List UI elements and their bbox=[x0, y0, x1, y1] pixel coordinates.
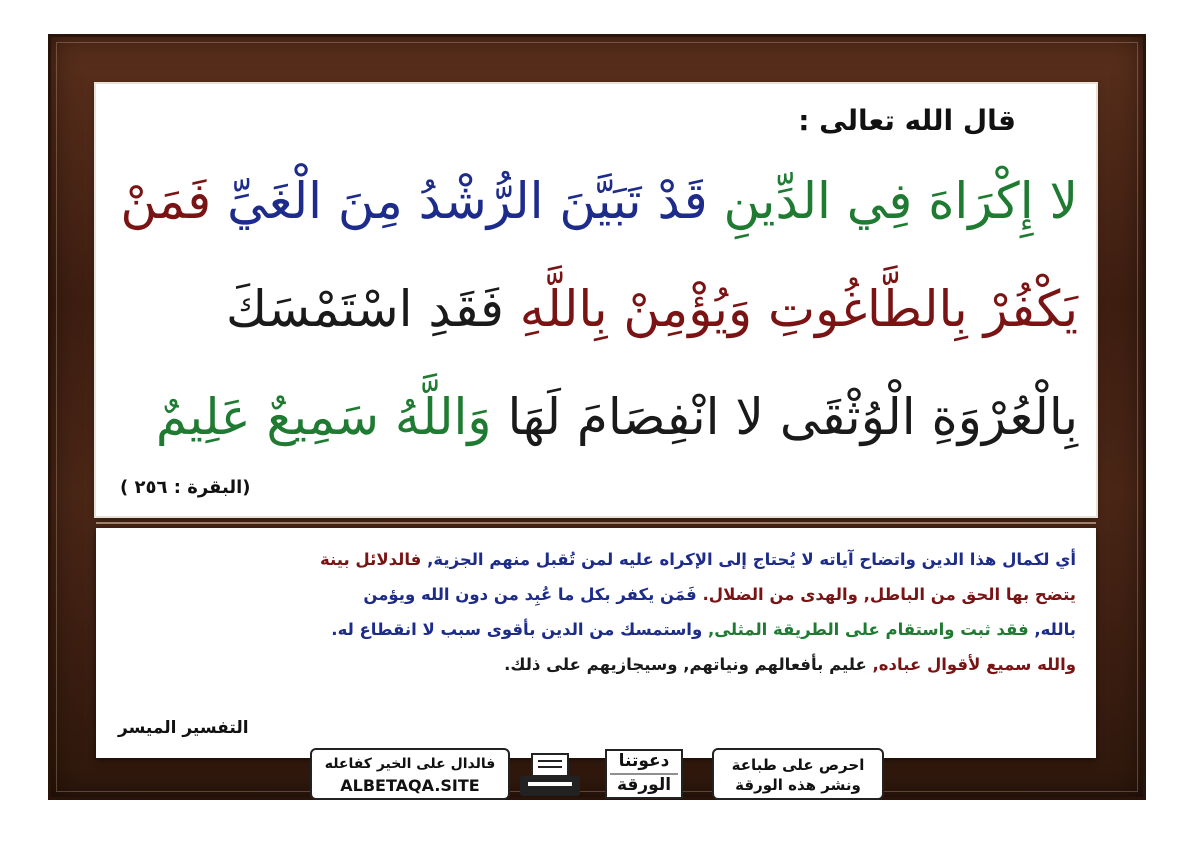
footer-reminder-line-2: ونشر هذه الورقة bbox=[735, 776, 861, 794]
verse-segment: يَكْفُرْ بِالطَّاغُوتِ وَيُؤْمِنْ بِاللَّهِ bbox=[519, 280, 1078, 338]
verse-line-1 bbox=[114, 172, 1078, 230]
tafsir-panel bbox=[96, 528, 1096, 758]
tafsir-line-3 bbox=[108, 612, 1076, 647]
tafsir-segment: فَمَن يكفر بكل ما عُبِد من دون الله ويؤمن bbox=[363, 585, 703, 604]
verse-segment: وَاللَّهُ سَمِيعٌ عَلِيمٌ bbox=[155, 388, 508, 446]
footer-saying: فالدال على الخير كفاعله bbox=[324, 756, 496, 772]
verse-reference: (البقرة : ٢٥٦ ) bbox=[120, 477, 251, 498]
logo-text-bottom: الورقة bbox=[616, 775, 672, 795]
tafsir-source: التفسير الميسر bbox=[118, 718, 249, 738]
tafsir-segment: فالدلائل بينة bbox=[319, 550, 428, 569]
footer-site-box bbox=[310, 748, 510, 800]
verse-segment: بِالْعُرْوَةِ الْوُثْقَى لا انْفِصَامَ لَهَا bbox=[507, 388, 1078, 446]
tafsir-segment: عليم بأفعالهم ونياتهم, وسيجازيهم على ذلك. bbox=[504, 655, 873, 674]
tafsir-segment: يتضح بها الحق من الباطل, والهدى من الضلال. bbox=[702, 585, 1076, 604]
tafsir-line-1 bbox=[108, 542, 1076, 577]
site-url: ALBETAQA.SITE bbox=[340, 776, 480, 795]
tafsir-text bbox=[108, 542, 1076, 682]
tafsir-segment: أي لكمال هذا الدين واتضاح آياته لا يُحتاج إلى الإكراه عليه لمن تُقبل منهم الجزية, bbox=[427, 550, 1076, 569]
verse-line-3 bbox=[114, 388, 1078, 446]
tafsir-segment: بالله, bbox=[1034, 620, 1076, 639]
panel-divider bbox=[96, 522, 1096, 524]
footer-print-reminder bbox=[712, 748, 884, 800]
intro-text: قال الله تعالى : bbox=[798, 104, 1016, 137]
verse-segment: لا إِكْرَاهَ فِي الدِّينِ bbox=[723, 172, 1078, 230]
verse-segment: فَقَدِ اسْتَمْسَكَ bbox=[225, 280, 520, 338]
quran-verse-panel bbox=[96, 84, 1096, 516]
printer-icon bbox=[518, 752, 582, 800]
verse-segment: قَدْ تَبَيَّنَ الرُّشْدُ مِنَ الْغَيِّ bbox=[227, 172, 724, 230]
tafsir-line-4 bbox=[108, 647, 1076, 682]
tafsir-segment: والله سميع لأقوال عباده, bbox=[872, 655, 1076, 674]
tafsir-segment: واستمسك من الدين بأقوى سبب لا انقطاع له. bbox=[331, 620, 708, 639]
tafsir-line-2 bbox=[108, 577, 1076, 612]
verse-segment: فَمَنْ bbox=[120, 172, 228, 230]
albetaqa-logo bbox=[602, 748, 686, 800]
tafsir-segment: فقد ثبت واستقام على الطريقة المثلى, bbox=[707, 620, 1035, 639]
footer-reminder-line-1: احرص على طباعة bbox=[731, 756, 865, 774]
verse-line-2 bbox=[114, 280, 1078, 338]
logo-text-top: دعوتنا bbox=[618, 751, 670, 771]
